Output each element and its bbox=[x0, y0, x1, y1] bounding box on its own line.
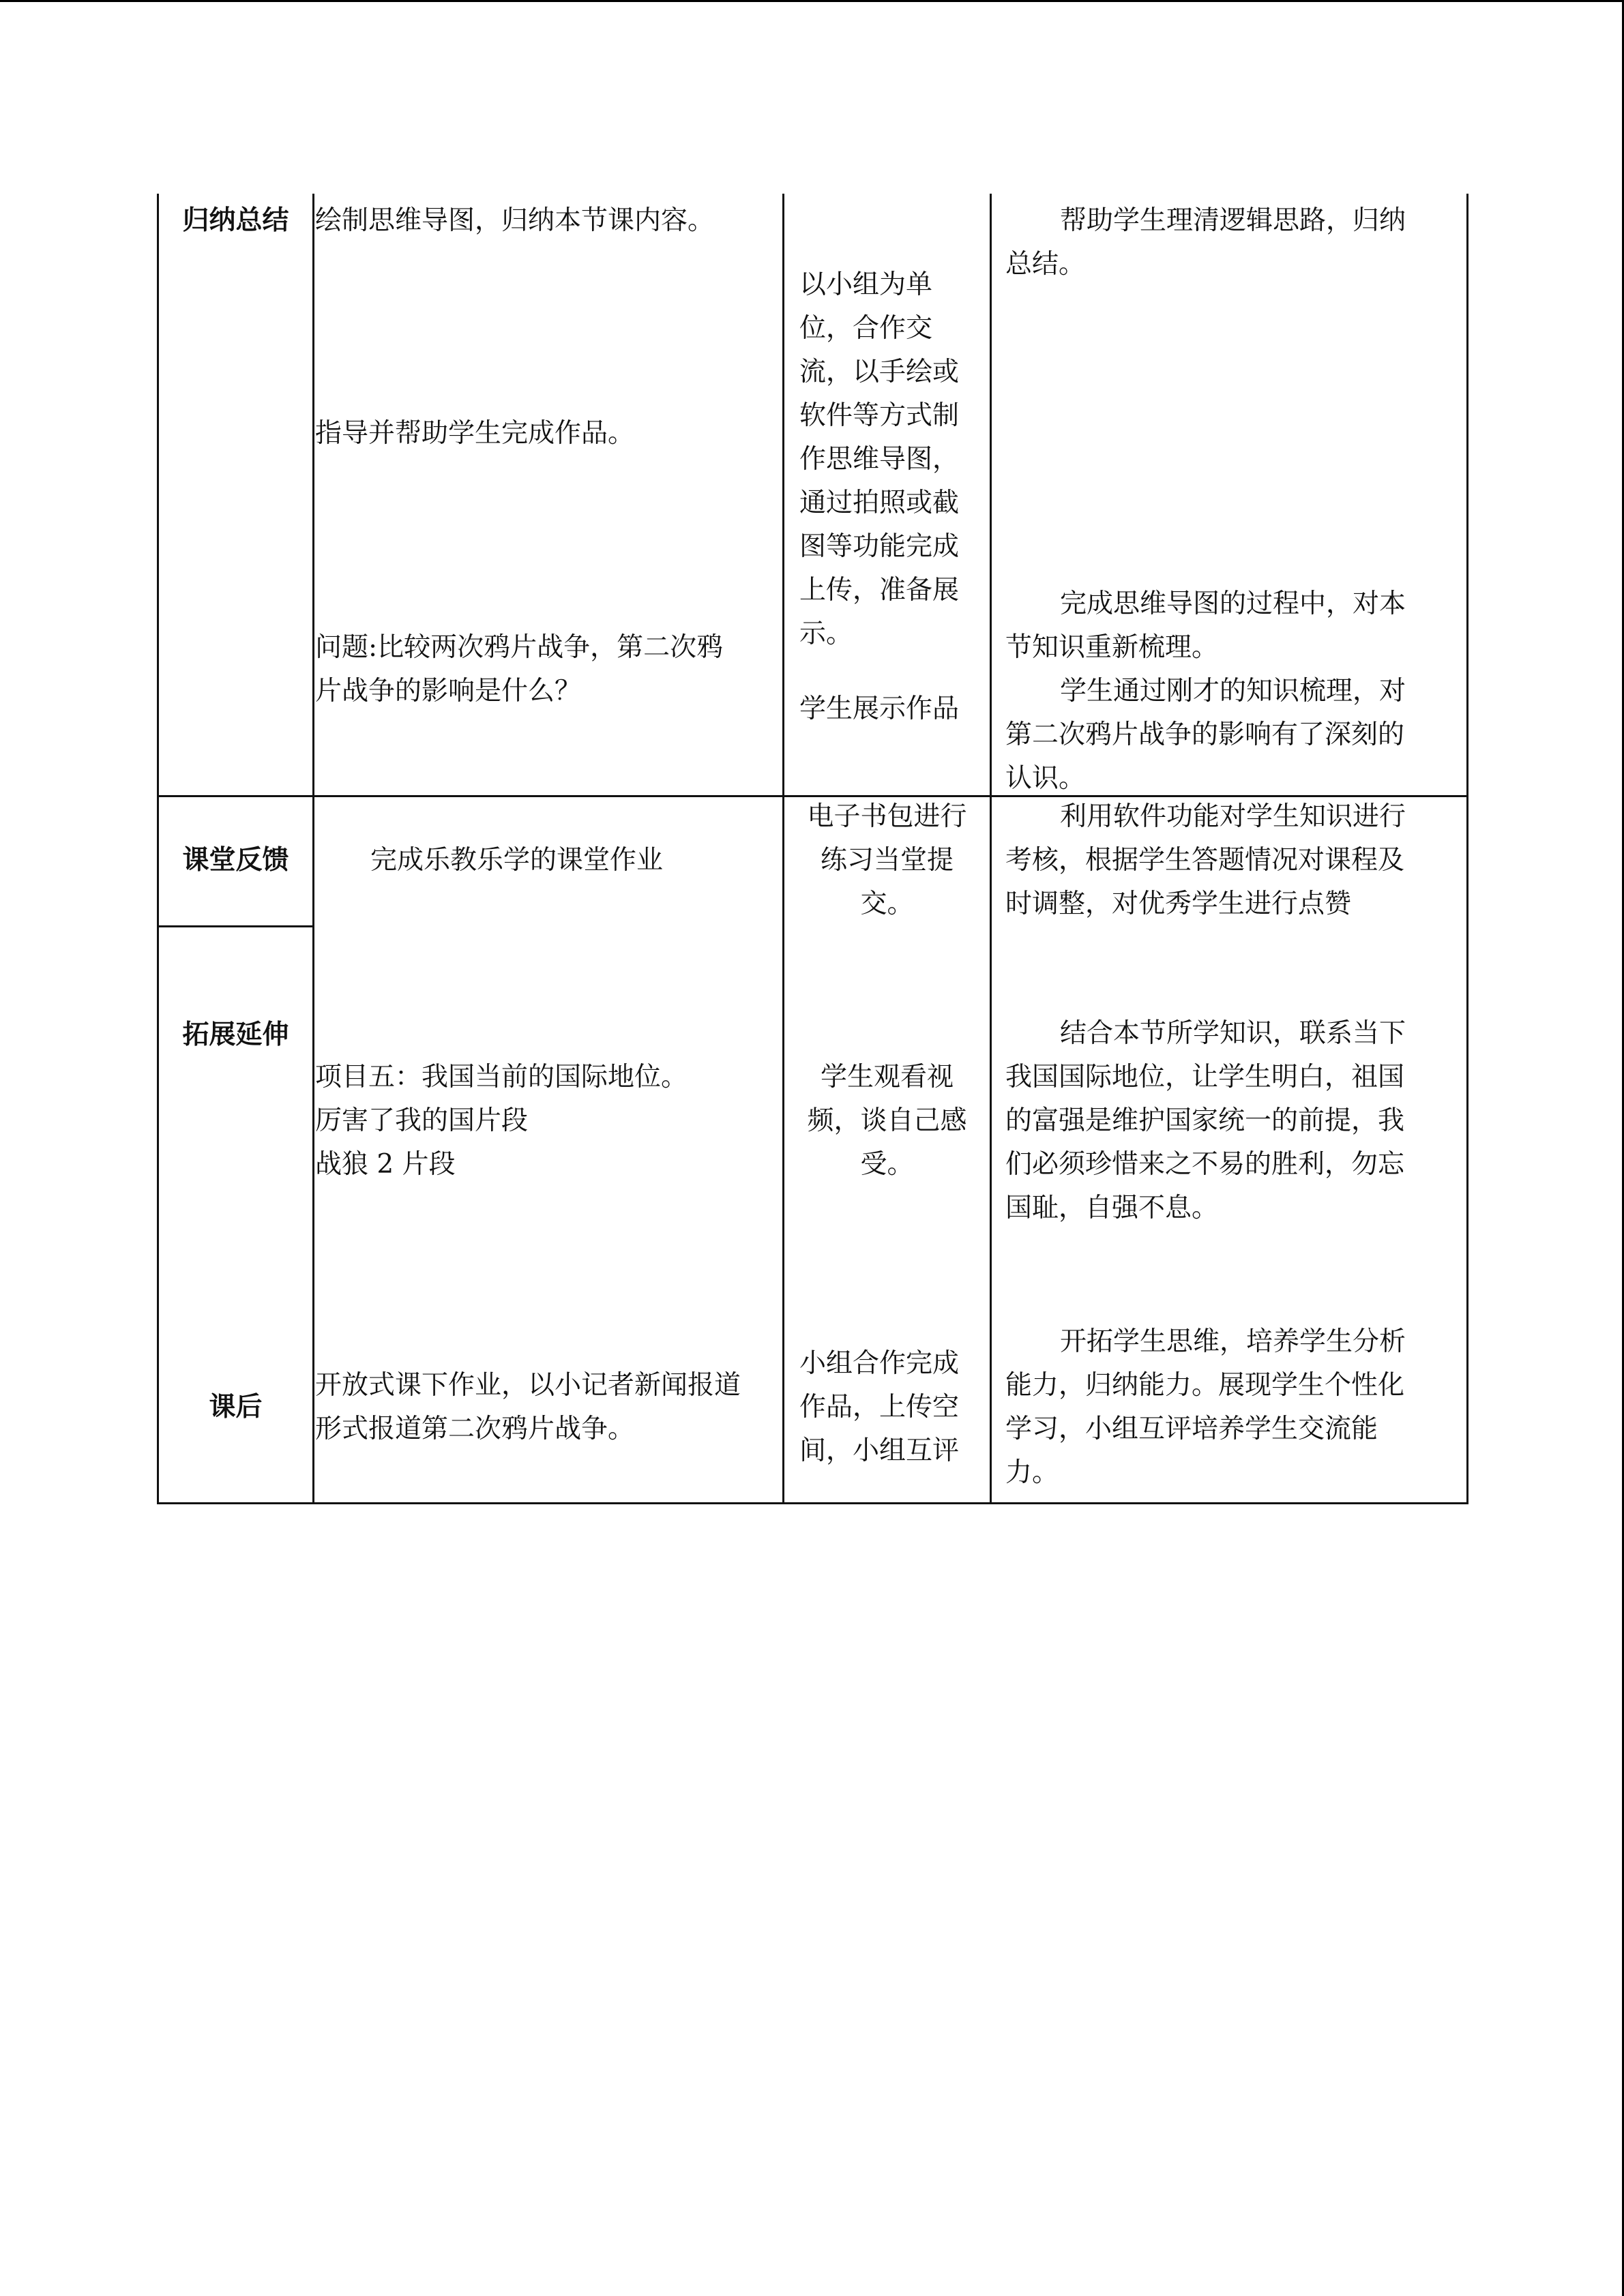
summary-teacher-p3: 问题:比较两次鸦片战争，第二次鸦 片战争的影响是什么？ bbox=[315, 632, 724, 706]
row-label-extension: 拓展延伸 bbox=[182, 1019, 289, 1050]
summary-intent-b: 完成思维导图的过程中，对本 节知识重新梳理。 学生通过刚才的知识梳理，对 第二次鸦片战争的影响有了深刻的 认识。 bbox=[1005, 588, 1406, 794]
summary-student-showcase: 学生展示作品 bbox=[799, 694, 960, 724]
row-label-feedback: 课堂反馈 bbox=[182, 845, 289, 876]
feedback-teacher: 完成乐教乐学的课堂作业 bbox=[370, 845, 664, 876]
extension-student: 学生观看视 频，谈自己感 受。 bbox=[807, 1062, 967, 1180]
table-divider-1 bbox=[312, 194, 314, 1504]
summary-student-activity: 以小组为单 位，合作交 流，以手绘或 软件等方式制 作思维导图， 通过拍照或截 图等功能完成 上传，准备展 示。 bbox=[799, 269, 960, 649]
extension-teacher: 项目五：我国当前的国际地位。 厉害了我的国片段 战狼 2 片段 bbox=[315, 1062, 688, 1180]
page-top-border bbox=[0, 0, 1624, 2]
feedback-student: 电子书包进行 练习当堂提 交。 bbox=[807, 801, 967, 919]
table-divider-3 bbox=[990, 194, 992, 1504]
table-right-border bbox=[1466, 194, 1468, 1504]
after-student: 小组合作完成 作品，上传空 间，小组互评 bbox=[799, 1348, 960, 1466]
extension-intent: 结合本节所学知识，联系当下 我国国际地位，让学生明白，祖国 的富强是维护国家统一的前提，我 们必须珍惜来之不易的胜利，勿忘 国耻，自强不息。 bbox=[1005, 1018, 1406, 1223]
row-divider-feedback bbox=[157, 925, 314, 927]
table-bottom-border bbox=[157, 1502, 1468, 1504]
row-label-after-class: 课后 bbox=[209, 1392, 263, 1422]
summary-teacher-p2: 指导并帮助学生完成作品。 bbox=[315, 418, 635, 449]
summary-intent-a: 帮助学生理清逻辑思路，归纳 总结。 bbox=[1005, 205, 1406, 280]
after-teacher: 开放式课下作业，以小记者新闻报道 形式报道第二次鸦片战争。 bbox=[315, 1370, 741, 1444]
row-label-summary: 归纳总结 bbox=[182, 205, 289, 236]
feedback-intent: 利用软件功能对学生知识进行 考核，根据学生答题情况对课程及 时调整，对优秀学生进行点赞 bbox=[1005, 801, 1406, 919]
after-intent: 开拓学生思维，培养学生分析 能力，归纳能力。展现学生个性化 学习，小组互评培养学生交流能 力。 bbox=[1005, 1326, 1406, 1488]
summary-teacher-p1: 绘制思维导图，归纳本节课内容。 bbox=[315, 205, 715, 236]
